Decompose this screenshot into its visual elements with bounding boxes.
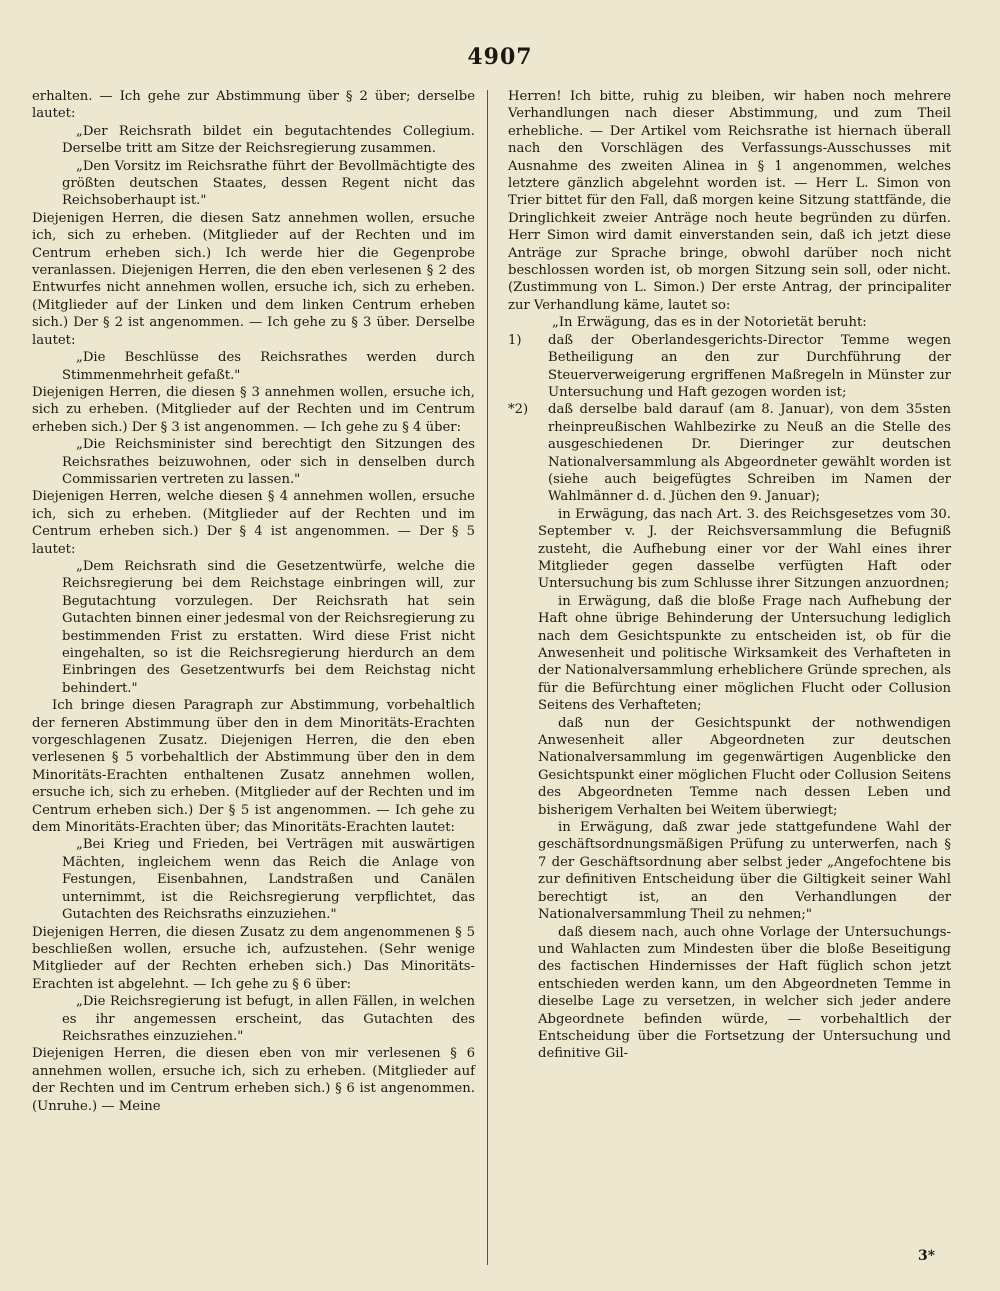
signature-mark: 3*: [918, 1248, 936, 1264]
right-column: [508, 88, 951, 1063]
quoted-paragraph: „Die Beschlüsse des Reichsrathes werden durch Stimmenmehrheit gefaßt.": [62, 350, 475, 383]
quoted-paragraph: „Der Reichsrath bildet ein begutachtendes Collegium. Derselbe tritt am Sitze der Reichsregierung zusammen.: [62, 123, 475, 157]
paragraph: Diejenigen Herren, die diesen § 3 annehmen wollen, ersuche ich, sich zu erheben. (Mitglieder auf der Rechten und im Centrum erheben sich.) Der § 3 ist angenommen. — Ich gehe zu § 4 über:: [32, 384, 475, 435]
indented-paragraph: Ich bringe diesen Paragraph zur Abstimmung, vorbehaltlich der ferneren Abstimmung über den in dem Minoritäts-Erachten vorgeschlagenen Zusatz. Diejenigen Herren, die den eben verlesenen § 5 vorbehaltlich der Abstimmung über den in dem Minoritäts-Erachten enthaltenen Zusatz annehmen wollen, ersuche ich, sich zu erheben. (Mitglieder auf der Rechten und im Centrum erheben sich.) Der § 5 ist angenommen. — Ich gehe zu dem Minoritäts-Erachten über; das Minoritäts-Erachten lautet:: [32, 698, 475, 836]
quoted-paragraph: in Erwägung, das nach Art. 3. des Reichsgesetzes vom 30. September v. J. der Reichsversammlung die Befugniß zusteht, die Aufhebung einer vor der Wahl eines ihrer Mitglieder gegen dasselbe verfügten Haft oder Untersuchung bis zum Schlusse ihrer Sitzungen anzuordnen;: [538, 506, 951, 592]
quoted-paragraph: „Den Vorsitz im Reichsrathe führt der Bevollmächtigte des größten deutschen Staates, dessen Regent nicht das Reichsoberhaupt ist.": [62, 158, 475, 209]
item-text: daß derselbe bald darauf (am 8. Januar), von dem 35sten rheinpreußischen Wahlbezirke zu Neuß an die Stelle des ausgeschiedenen Dr. Dieringer zur deutschen Nationalversammlung als Abgeordneter gewählt worden ist (siehe auch beigefügtes Schreiben im Namen der Wahlmänner d. d. Jüchen den 9. Januar);: [548, 402, 951, 505]
quoted-paragraph: in Erwägung, daß die bloße Frage nach Aufhebung der Haft ohne übrige Behinderung der Untersuchung lediglich nach dem Gesichtspunkte zu entscheiden ist, ob für die Anwesenheit und politische Wirksamkeit des Verhafteten in der Nationalversammlung erheblichere Gründe sprechen, als für die Befürchtung einer möglichen Flucht oder Collusion Seitens des Verhafteten;: [538, 593, 951, 714]
paragraph: Diejenigen Herren, die diesen Zusatz zu dem angenommenen § 5 beschließen wollen, ersuche ich, aufzustehen. (Sehr wenige Mitglieder auf der Rechten erheben sich.) Das Minoritäts-Erachten ist abgelehnt. — Ich gehe zu § 6 über:: [32, 924, 475, 992]
page-number: 4907: [467, 44, 533, 70]
column-divider: [487, 90, 488, 1265]
quoted-paragraph: „In Erwägung, das es in der Notorietät beruht:: [552, 315, 867, 331]
quoted-paragraph: „Bei Krieg und Frieden, bei Verträgen mit auswärtigen Mächten, ingleichem wenn das Reich die Anlage von Festungen, Eisenbahnen, Landstraßen und Canälen unternimmt, ist die Reichsregierung verpflichtet, das Gutachten des Reichsraths einzuziehen.": [62, 837, 475, 923]
item-number: 1): [508, 332, 522, 348]
quoted-paragraph: in Erwägung, daß zwar jede stattgefundene Wahl der geschäftsordnungsmäßigen Prüfung zu unterwerfen, nach § 7 der Geschäftsordnung aber selbst jeder „Angefochtene bis zur definitiven Entscheidung über die Giltigkeit seiner Wahl berechtigt ist, an den Verhandlungen der Nationalversammlung Theil zu nehmen;": [538, 820, 951, 923]
item-number: *2): [508, 402, 529, 418]
quoted-paragraph: daß diesem nach, auch ohne Vorlage der Untersuchungs- und Wahlacten zum Mindesten über die bloße Beseitigung des factischen Hindernisses der Haft füglich schon jetzt entschieden werden kann, um den Abgeordneten Temme in dieselbe Lage zu versetzen, in welcher sich jeder andere Abgeordnete befinden würde, — vorbehaltlich der Entscheidung über die Fortsetzung der Untersuchung und definitive Gil-: [538, 924, 951, 1062]
paragraph: Diejenigen Herren, die diesen Satz annehmen wollen, ersuche ich, sich zu erheben. (Mitglieder auf der Rechten und im Centrum erheben sich.) Ich werde hier die Gegenprobe veranlassen. Diejenigen Herren, die den eben verlesenen § 2 des Entwurfes nicht annehmen wollen, ersuche ich, sich zu erheben. (Mitglieder auf der Linken und dem linken Centrum erheben sich.) Der § 2 ist angenommen. — Ich gehe zu § 3 über. Derselbe lautet:: [32, 210, 475, 348]
numbered-item: [508, 401, 951, 505]
quoted-paragraph: „Dem Reichsrath sind die Gesetzentwürfe, welche die Reichsregierung bei dem Reichstage einbringen will, zur Begutachtung vorzulegen. Der Reichsrath hat sein Gutachten binnen einer jedesmal von der Reichsregierung zu bestimmenden Frist zu erstatten. Wird diese Frist nicht eingehalten, so ist die Reichsregierung hierdurch an dem Einbringen des Gesetzentwurfs bei dem Reichstag nicht behindert.": [62, 558, 475, 696]
quoted-paragraph: „Die Reichsregierung ist befugt, in allen Fällen, in welchen es ihr angemessen erscheint, das Gutachten des Reichsrathes einzuziehen.": [62, 994, 475, 1044]
paragraph: Diejenigen Herren, welche diesen § 4 annehmen wollen, ersuche ich, sich zu erheben. (Mitglieder auf der Rechten und im Centrum erheben sich.) Der § 4 ist angenommen. — Der § 5 lautet:: [32, 489, 475, 557]
paragraph: erhalten. — Ich gehe zur Abstimmung über § 2 über; derselbe lautet:: [32, 89, 475, 122]
numbered-item: [508, 332, 951, 402]
paragraph: Herren! Ich bitte, ruhig zu bleiben, wir haben noch mehrere Verhandlungen nach dieser Abstimmung, und zum Theil erhebliche. — Der Artikel vom Reichsrathe ist hiernach überall nach den Vorschlägen des Verfassungs-Ausschusses mit Ausnahme des zweiten Alinea in § 1 angenommen, welches letztere gänzlich abgelehnt worden ist. — Herr L. Simon von Trier bittet für den Fall, daß morgen keine Sitzung stattfände, die Dringlichkeit zweier Anträge noch heute begründen zu dürfen. Herr Simon wird damit einverstanden sein, daß ich jetzt diese Anträge zur Sprache bringe, obwohl darüber noch nicht beschlossen worden ist, ob morgen Sitzung sein soll, oder nicht. (Zustimmung von L. Simon.) Der erste Antrag, der principaliter zur Verhandlung käme, lautet so:: [508, 89, 951, 313]
paragraph: Diejenigen Herren, die diesen eben von mir verlesenen § 6 annehmen wollen, ersuche ich, sich zu erheben. (Mitglieder auf der Rechten und im Centrum erheben sich.) § 6 ist angenommen. (Unruhe.) — Meine: [32, 1046, 475, 1114]
quoted-paragraph: daß nun der Gesichtspunkt der nothwendigen Anwesenheit aller Abgeordneten zur deutschen Nationalversammlung im gegenwärtigen Augenblicke den Gesichtspunkt einer möglichen Flucht oder Collusion Seitens des Abgeordneten Temme nach dessen Leben und bisherigem Verhalten bei Weitem überwiegt;: [538, 715, 951, 818]
left-column: [32, 88, 475, 1115]
item-text: daß der Oberlandesgerichts-Director Temme wegen Betheiligung an den zur Durchführung der Steuerverweigerung ergriffenen Maßregeln in Münster zur Untersuchung und Haft gezogen worden ist;: [548, 332, 951, 400]
quoted-paragraph: „Die Reichsminister sind berechtigt den Sitzungen des Reichsrathes beizuwohnen, oder sich in denselben durch Commissarien vertreten zu lassen.": [62, 437, 475, 487]
